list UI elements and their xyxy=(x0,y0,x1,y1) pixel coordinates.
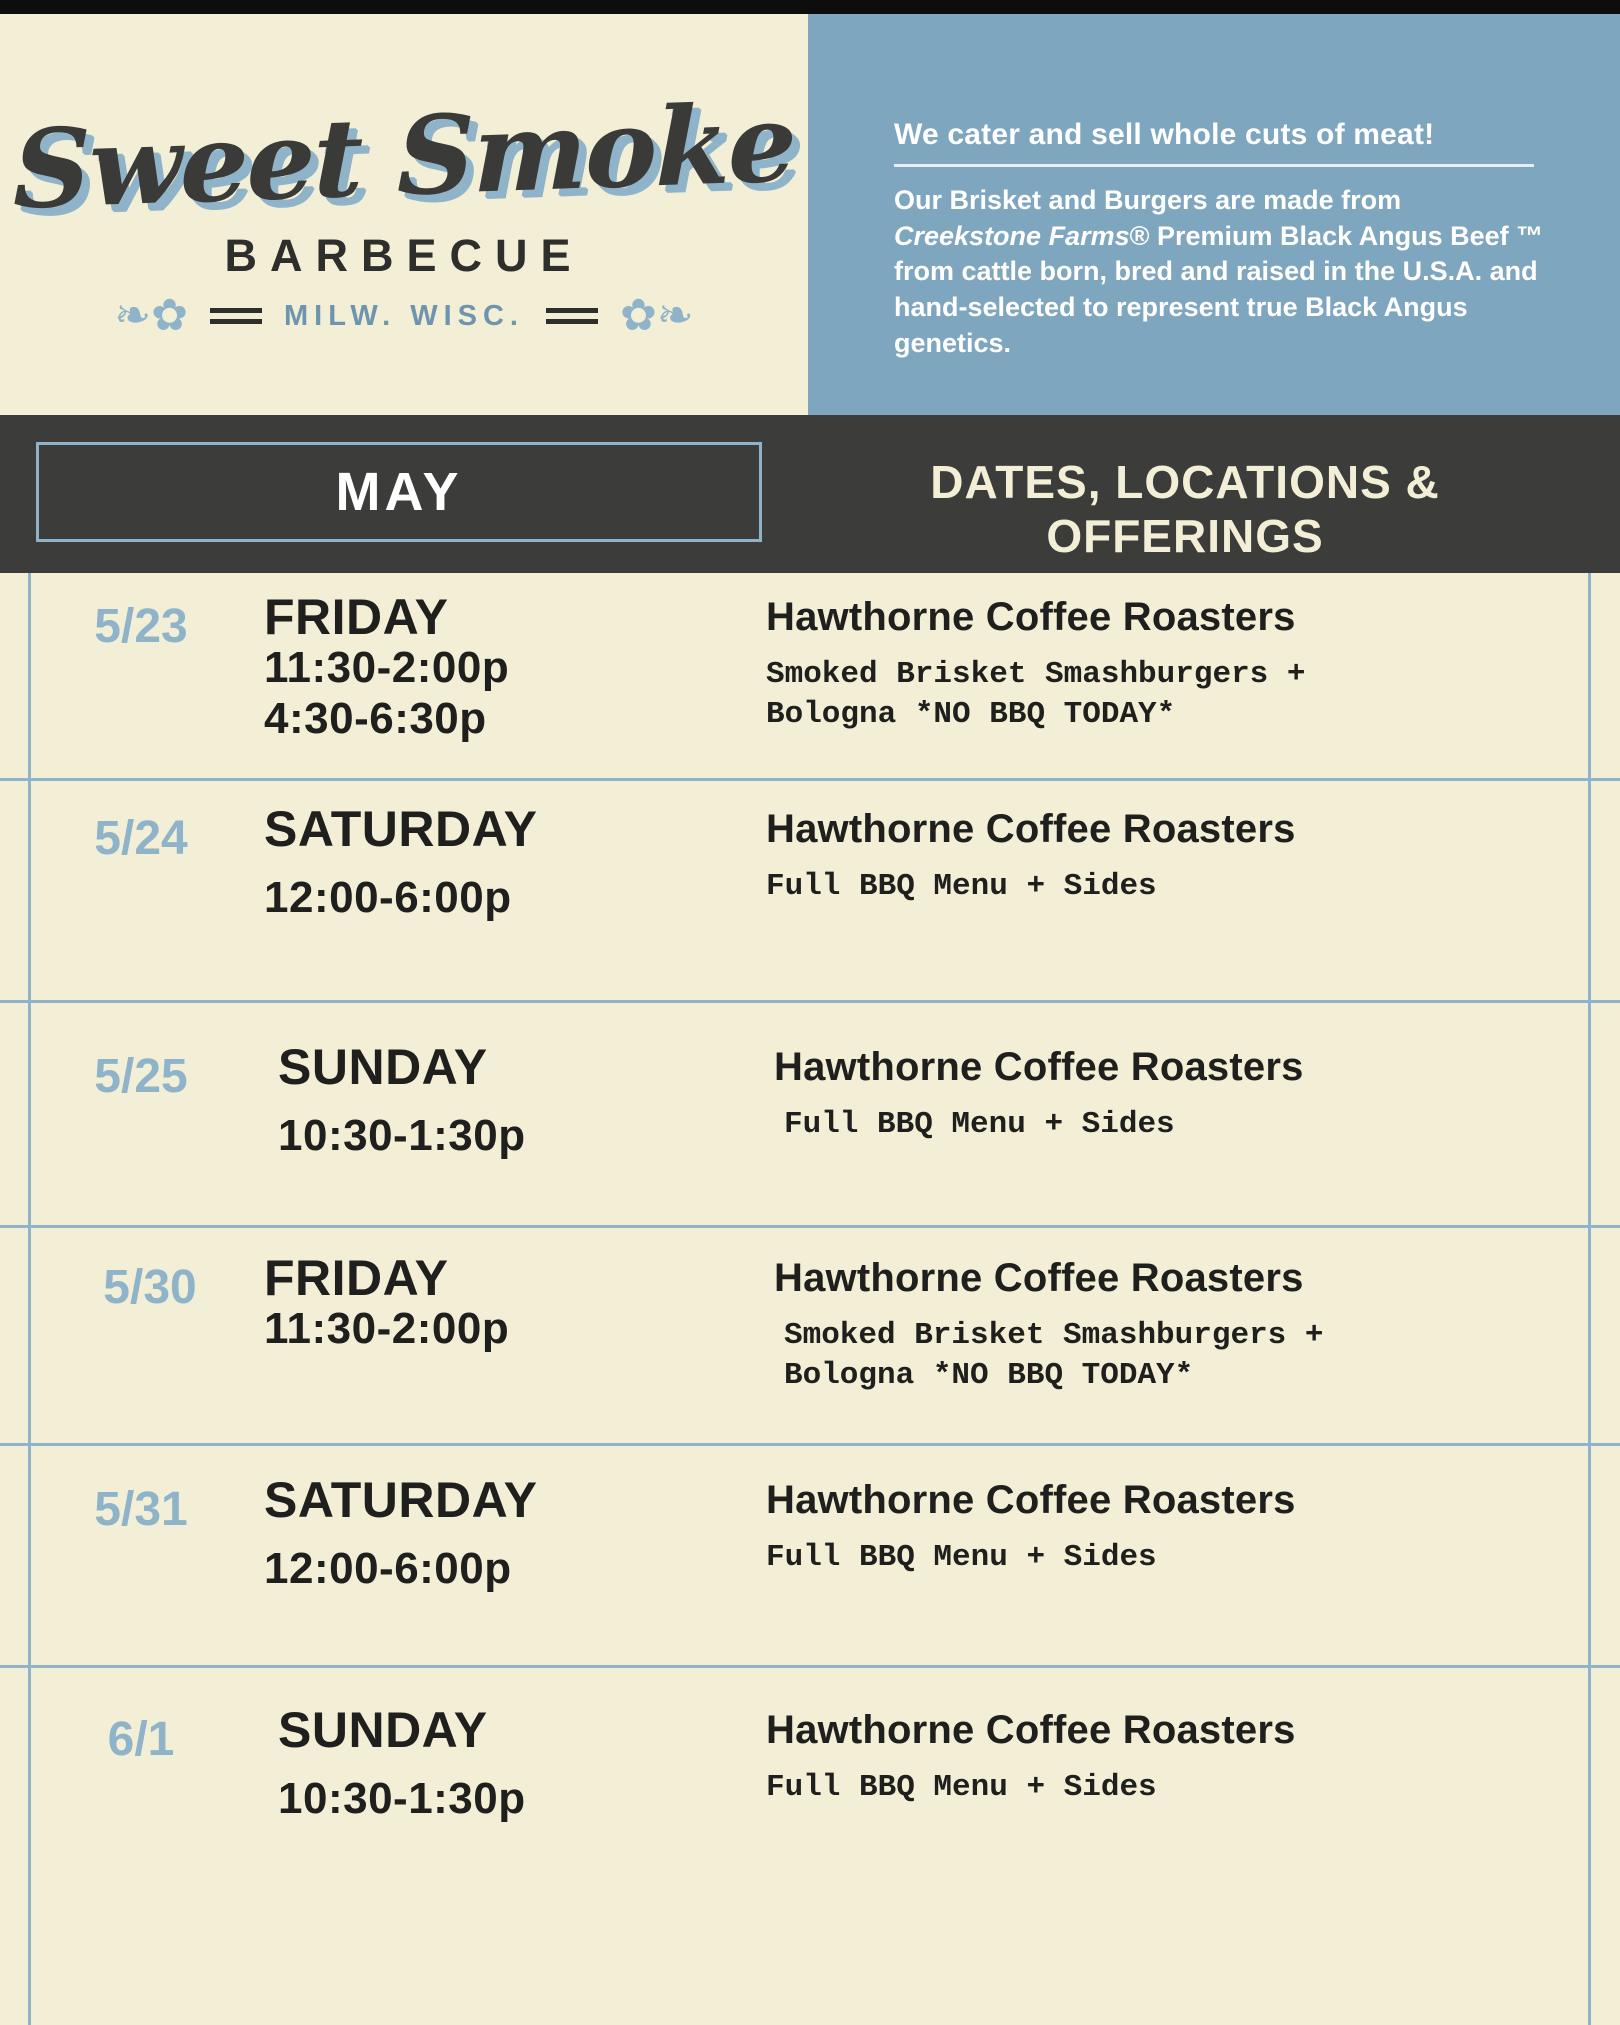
header xyxy=(0,14,1620,415)
row-location: Hawthorne Coffee Roasters xyxy=(766,1708,1296,1752)
row-day: FRIDAY xyxy=(264,589,449,645)
catering-brand-name: Creekstone Farms xyxy=(894,220,1130,251)
schedule-heading: DATES, LOCATIONS & OFFERINGS xyxy=(930,456,1440,562)
catering-body-after: ® Premium Black Angus Beef ™ from cattle born, bred and raised in the U.S.A. and hand-selected to represent true Black Angus genetics. xyxy=(894,220,1544,358)
row-day-cell xyxy=(236,1704,756,1968)
row-location: Hawthorne Coffee Roasters xyxy=(766,807,1296,851)
row-day: SATURDAY xyxy=(264,1472,538,1528)
row-hours: 4:30-6:30p xyxy=(264,693,487,743)
row-offering: Full BBQ Menu + Sides xyxy=(784,1107,1175,1142)
row-offering: Full BBQ Menu + Sides xyxy=(766,869,1157,904)
row-day-cell xyxy=(236,1252,756,1443)
catering-body xyxy=(894,183,1554,361)
row-hours: 10:30-1:30p xyxy=(278,1111,526,1160)
row-date-cell xyxy=(46,1474,236,1665)
row-day: SATURDAY xyxy=(264,801,538,857)
row-date: 5/24 xyxy=(94,812,188,865)
row-date: 6/1 xyxy=(107,1713,175,1766)
table-row xyxy=(0,1003,1620,1228)
table-row xyxy=(0,1668,1620,1968)
logo-panel xyxy=(0,14,808,415)
row-hours: 11:30-2:00p xyxy=(264,1304,510,1353)
row-date: 5/25 xyxy=(94,1050,188,1103)
row-hours: 12:00-6:00p xyxy=(264,873,512,922)
three-bars-icon xyxy=(546,308,598,324)
catering-divider xyxy=(894,164,1534,167)
three-bars-icon xyxy=(210,308,262,324)
row-offering: Smoked Brisket Smashburgers + xyxy=(766,657,1306,692)
row-date: 5/23 xyxy=(94,600,188,653)
brand-script-wordmark: Sweet Smoke xyxy=(13,80,795,234)
row-hours: 10:30-1:30p xyxy=(278,1774,526,1823)
row-day: SUNDAY xyxy=(278,1039,488,1095)
row-location: Hawthorne Coffee Roasters xyxy=(774,1045,1304,1089)
table-row xyxy=(0,1446,1620,1668)
month-box xyxy=(36,442,762,542)
row-location-cell xyxy=(756,591,1574,778)
brand-city-label: MILW. WISC. xyxy=(284,299,524,332)
row-offering: Full BBQ Menu + Sides xyxy=(766,1540,1157,1575)
row-day-cell xyxy=(236,1474,756,1665)
row-hours: 11:30-2:00p xyxy=(264,643,510,692)
row-date-cell xyxy=(46,1704,236,1968)
row-location-cell xyxy=(756,1474,1574,1665)
row-day-cell xyxy=(236,803,756,1000)
row-hours: 12:00-6:00p xyxy=(264,1544,512,1593)
row-location-cell xyxy=(756,1704,1574,1968)
row-date-cell xyxy=(46,1252,236,1443)
catering-panel xyxy=(808,14,1620,415)
row-date-cell xyxy=(46,1041,236,1225)
row-location-cell xyxy=(756,1041,1574,1225)
schedule-table xyxy=(0,573,1620,2025)
row-location: Hawthorne Coffee Roasters xyxy=(766,595,1296,639)
row-date-cell xyxy=(46,803,236,1000)
catering-title: We cater and sell whole cuts of meat! xyxy=(894,118,1435,151)
leaf-flourish-icon: ❧✿ xyxy=(114,291,188,341)
row-day-cell xyxy=(236,1041,756,1225)
row-date: 5/30 xyxy=(103,1261,197,1314)
top-border-bar xyxy=(0,0,1620,14)
catering-body-before: Our Brisket and Burgers are made from xyxy=(894,185,1402,215)
row-day-cell xyxy=(236,591,756,778)
row-offering: Bologna *NO BBQ TODAY* xyxy=(784,1358,1194,1394)
table-row xyxy=(0,781,1620,1003)
row-date-cell xyxy=(46,591,236,778)
row-date: 5/31 xyxy=(94,1483,188,1536)
row-location: Hawthorne Coffee Roasters xyxy=(774,1256,1304,1300)
leaf-flourish-icon: ✿❧ xyxy=(620,291,694,341)
row-offering: Smoked Brisket Smashburgers + xyxy=(784,1318,1324,1353)
table-row xyxy=(0,1228,1620,1446)
brand-city-row xyxy=(114,291,694,341)
month-label: MAY xyxy=(335,462,463,522)
row-offering: Full BBQ Menu + Sides xyxy=(766,1770,1157,1805)
row-day: FRIDAY xyxy=(264,1250,449,1306)
row-location-cell xyxy=(756,803,1574,1000)
row-location: Hawthorne Coffee Roasters xyxy=(766,1478,1296,1522)
month-band xyxy=(0,415,1620,573)
brand-subtitle: BARBECUE xyxy=(224,230,584,282)
row-location-cell xyxy=(756,1252,1574,1443)
row-offering: Bologna *NO BBQ TODAY* xyxy=(766,697,1176,733)
table-row xyxy=(0,573,1620,781)
row-day: SUNDAY xyxy=(278,1702,488,1758)
